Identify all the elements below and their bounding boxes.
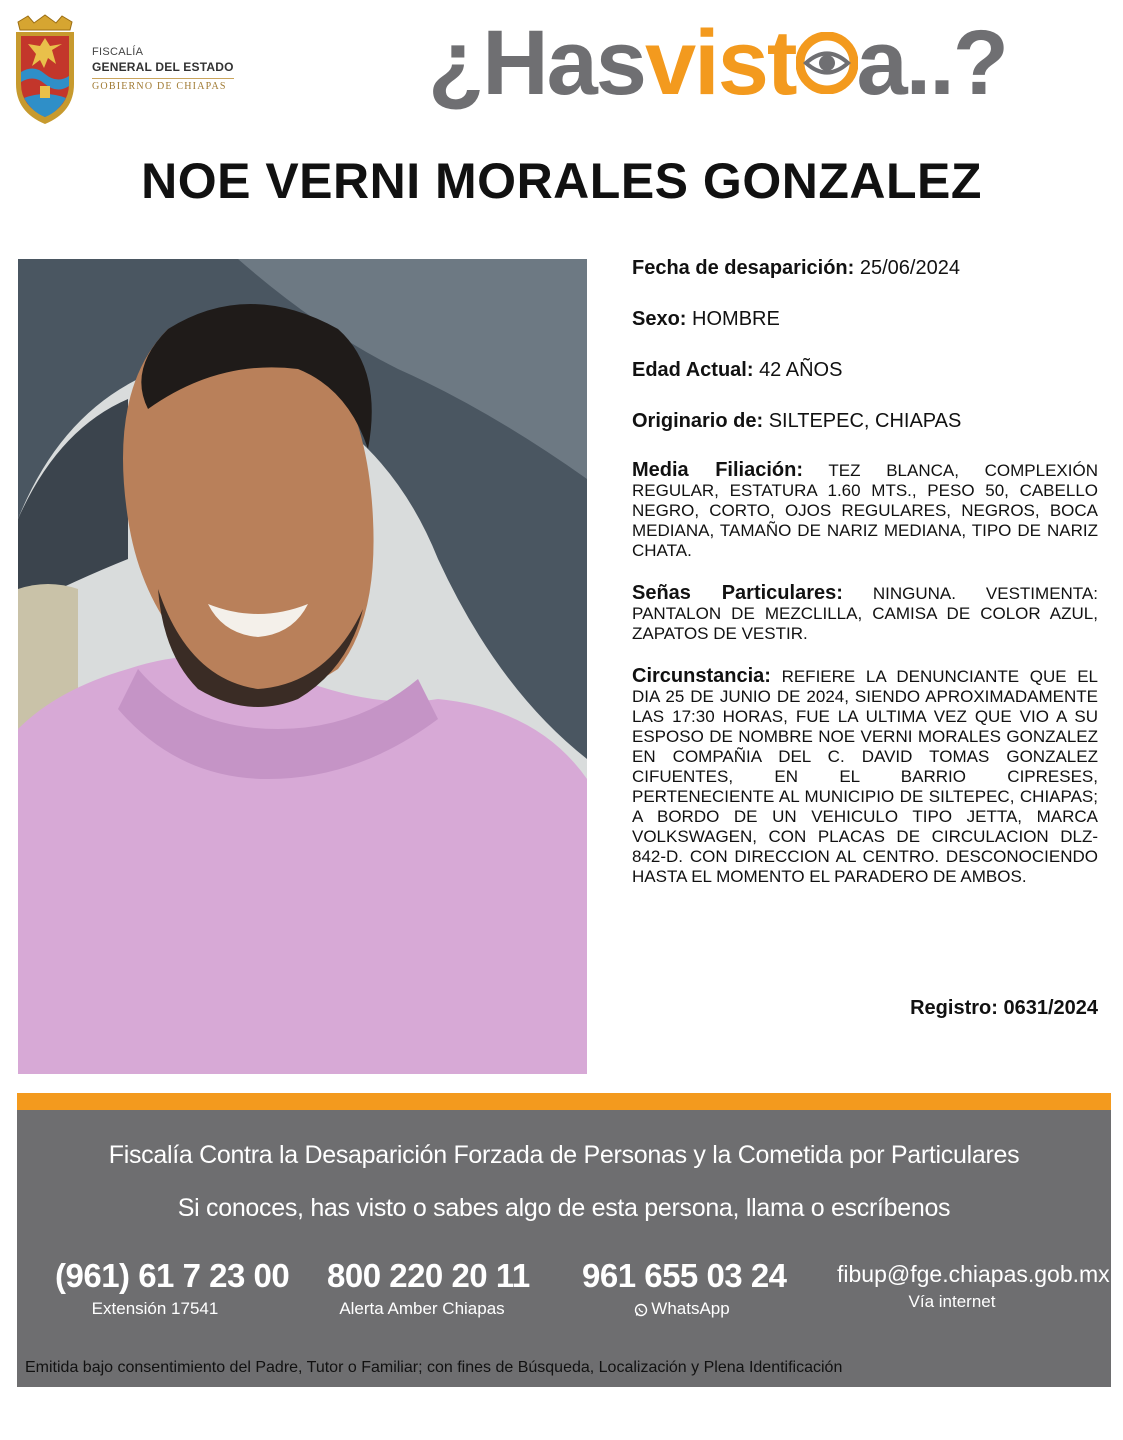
person-details bbox=[632, 256, 1098, 909]
filiacion-value: TEZ BLANCA, COMPLEXIÓN REGULAR, ESTATURA 1.60 MTS., PESO 50, CABELLO NEGRO, CORTO, OJOS REGULARES, NEGROS, BOCA MEDIANA, TAMAÑO DE NARIZ MEDIANA, TIPO DE NARIZ CHATA. bbox=[632, 461, 1098, 560]
contact-value[interactable]: 800 220 20 11 bbox=[327, 1257, 530, 1294]
origen-value: SILTEPEC, CHIAPAS bbox=[768, 410, 962, 432]
agency-name bbox=[92, 46, 234, 93]
circunstancia-label: Circunstancia: bbox=[632, 665, 771, 687]
contact-email bbox=[837, 1257, 1110, 1312]
campaign-logo bbox=[428, 8, 1108, 118]
contact-whatsapp bbox=[582, 1257, 787, 1319]
fecha-label: Fecha de desaparición: bbox=[632, 257, 855, 279]
contact-caption: WhatsApp bbox=[651, 1299, 730, 1318]
circunstancia bbox=[632, 666, 1098, 887]
person-name: NOE VERNI MORALES GONZALEZ bbox=[141, 153, 982, 209]
poster-header bbox=[0, 0, 1123, 140]
registro-number: Registro: 0631/2024 bbox=[910, 997, 1098, 1019]
contact-value[interactable]: fibup@fge.chiapas.gob.mx bbox=[837, 1261, 1110, 1287]
state-coat-of-arms-icon bbox=[10, 14, 80, 126]
agency-line-1: FISCALÍA bbox=[92, 46, 144, 58]
fecha-desaparicion bbox=[632, 256, 1098, 280]
agency-line-3: GOBIERNO DE CHIAPAS bbox=[92, 78, 234, 94]
contact-caption: Extensión 17541 bbox=[91, 1299, 219, 1318]
contact-footer bbox=[17, 1093, 1111, 1387]
contact-caption: Alerta Amber Chiapas bbox=[339, 1299, 505, 1318]
agency-line-2: GENERAL DEL ESTADO bbox=[92, 59, 234, 74]
contact-phone-amber bbox=[327, 1257, 530, 1319]
footer-subtitle: Si conoces, has visto o sabes algo de esta persona, llama o escríbenos bbox=[177, 1194, 951, 1222]
missing-person-photo bbox=[18, 259, 587, 1074]
campaign-part-2: vist bbox=[644, 12, 796, 114]
sexo-value: HOMBRE bbox=[692, 308, 780, 330]
footer-title: Fiscalía Contra la Desaparición Forzada de Personas y la Cometida por Particulares bbox=[108, 1141, 1020, 1169]
filiacion-label: Media Filiación: bbox=[632, 459, 803, 481]
sexo-label: Sexo: bbox=[632, 308, 687, 330]
senas-particulares bbox=[632, 583, 1098, 644]
orange-divider bbox=[17, 1093, 1111, 1110]
consent-note: Emitida bajo consentimiento del Padre, Tutor o Familiar; con fines de Búsqueda, Localización y Plena Identificación bbox=[25, 1359, 843, 1376]
edad-label: Edad Actual: bbox=[632, 359, 754, 381]
senas-label: Señas Particulares: bbox=[632, 582, 843, 604]
circunstancia-value: REFIERE LA DENUNCIANTE QUE EL DIA 25 DE JUNIO DE 2024, SIENDO APROXIMADAMENTE LAS 17:30 HORAS, FUE LA ULTIMA VEZ QUE VIO A SU ESPOSO DE NOMBRE NOE VERNI MORALES GONZALEZ EN COMPAÑIA DEL C. DAVID TOMAS GONZALEZ CIFUENTES, EN EL BARRIO CIPRESES, PERTENECIENTE AL MUNICIPIO DE SILTEPEC, CHIAPAS; A BORDO DE UN VEHICULO TIPO JETTA, MARCA VOLKSWAGEN, CON PLACAS DE CIRCULACION DLZ-842-D. CON DIRECCION AL CENTRO. DESCONOCIENDO HASTA EL MOMENTO EL PARADERO DE AMBOS. bbox=[632, 667, 1098, 886]
senas-value: NINGUNA. VESTIMENTA: PANTALON DE MEZCLILLA, CAMISA DE COLOR AZUL, ZAPATOS DE VESTIR. bbox=[632, 584, 1098, 643]
contact-caption: Vía internet bbox=[908, 1292, 996, 1311]
fecha-value: 25/06/2024 bbox=[859, 257, 960, 279]
media-filiacion bbox=[632, 460, 1098, 561]
campaign-part-1: ¿Has bbox=[428, 12, 645, 114]
contact-value[interactable]: 961 655 03 24 bbox=[582, 1257, 787, 1294]
whatsapp-icon bbox=[634, 1303, 648, 1317]
campaign-part-3: a..? bbox=[856, 12, 1007, 114]
sexo bbox=[632, 307, 1098, 331]
contact-phone-fiscalia bbox=[55, 1257, 290, 1319]
edad-actual bbox=[632, 358, 1098, 382]
edad-value: 42 AÑOS bbox=[759, 359, 843, 381]
originario bbox=[632, 409, 1098, 433]
contact-caption-wrap bbox=[582, 1299, 782, 1319]
eye-icon bbox=[796, 32, 858, 94]
contact-value[interactable]: (961) 61 7 23 00 bbox=[55, 1257, 290, 1294]
origen-label: Originario de: bbox=[632, 410, 764, 432]
